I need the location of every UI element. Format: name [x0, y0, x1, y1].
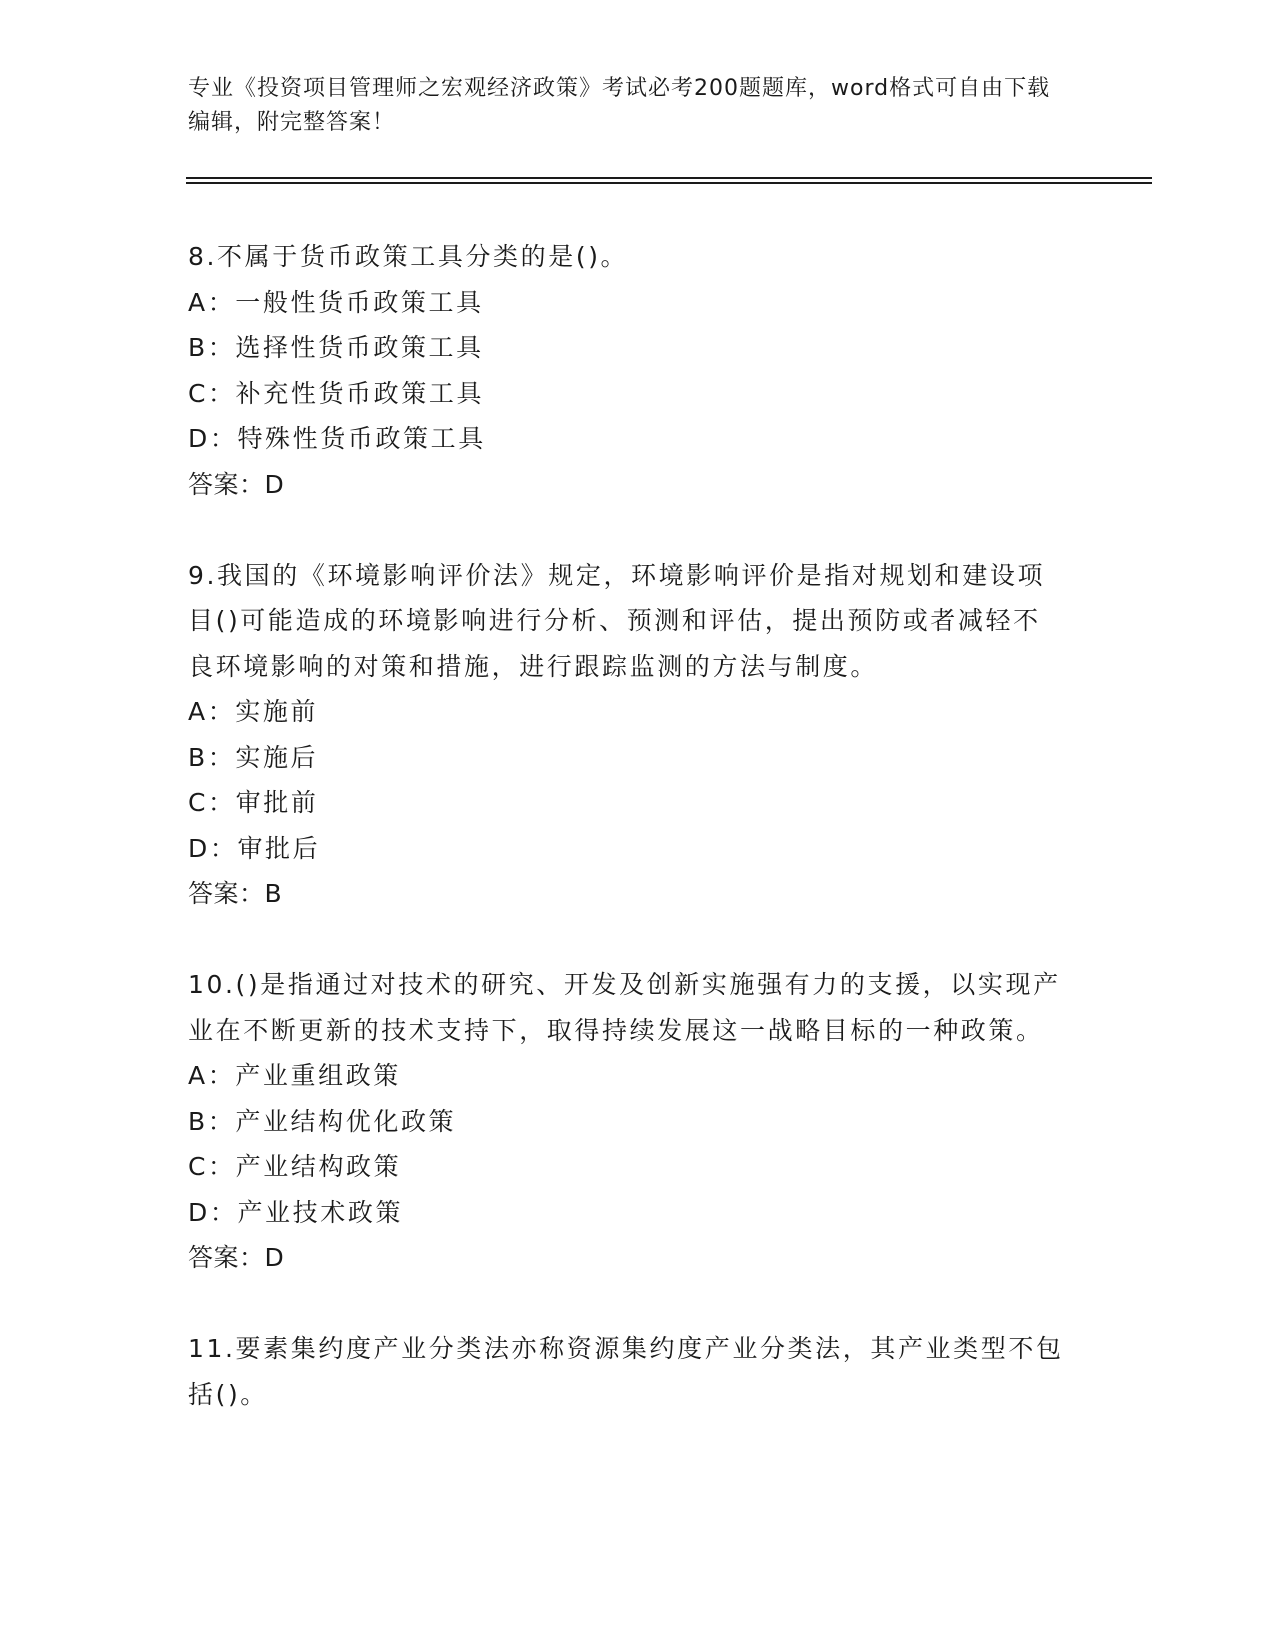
question-10 [188, 962, 1068, 1281]
question-9 [188, 553, 1068, 917]
question-stem: 11.要素集约度产业分类法亦称资源集约度产业分类法，其产业类型不包括()。 [188, 1334, 1064, 1409]
answer-line: 答案：B [188, 879, 283, 908]
option-c: C：产业结构政策 [188, 1152, 402, 1181]
question-stem: 8.不属于货币政策工具分类的是()。 [188, 242, 629, 271]
question-spacer [188, 1281, 1068, 1327]
option-c: C：补充性货币政策工具 [188, 378, 485, 408]
option-b: B：产业结构优化政策 [188, 1106, 457, 1136]
question-stem: 9.我国的《环境影响评价法》规定，环境影响评价是指对规划和建设项目()可能造成的环境影响进行分析、预测和评估，提出预防或者减轻不良环境影响的对策和措施，进行跟踪监测的方法与制度。 [188, 560, 1046, 681]
option-d: D：产业技术政策 [188, 1197, 404, 1227]
document-intro: 专业《投资项目管理师之宏观经济政策》考试必考200题题库，word格式可自由下载编辑，附完整答案！ [188, 76, 1051, 135]
option-a: A：一般性货币政策工具 [188, 287, 484, 317]
answer-line: 答案：D [188, 1243, 285, 1272]
question-spacer [188, 917, 1068, 963]
option-b: B：实施后 [188, 742, 319, 772]
header-rule-top [186, 177, 1152, 179]
option-d: D：特殊性货币政策工具 [188, 424, 486, 453]
question-11 [188, 1326, 1068, 1417]
question-8 [188, 234, 1068, 507]
option-d: D：审批后 [188, 833, 321, 863]
option-c: C：审批前 [188, 788, 319, 817]
question-stem: 10.()是指通过对技术的研究、开发及创新实施强有力的支援，以实现产业在不断更新的技术支持下，取得持续发展这一战略目标的一种政策。 [188, 970, 1061, 1045]
answer-line: 答案：D [188, 469, 285, 499]
option-a: A：产业重组政策 [188, 1061, 401, 1090]
option-b: B：选择性货币政策工具 [188, 333, 484, 362]
option-a: A：实施前 [188, 697, 319, 726]
question-list [188, 234, 1068, 1417]
question-spacer [188, 507, 1068, 553]
header-rule-bottom [186, 182, 1152, 184]
